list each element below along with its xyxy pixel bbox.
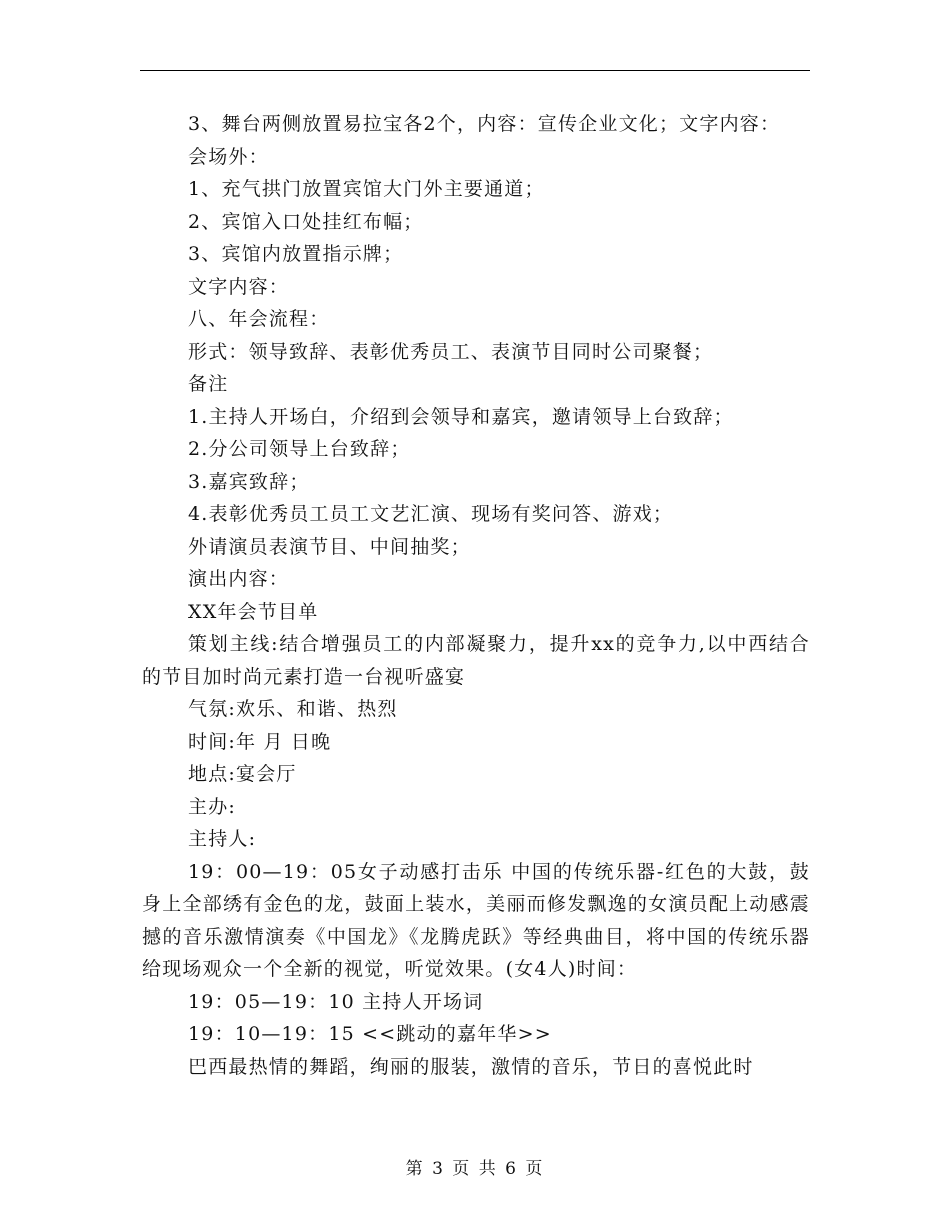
plan-paragraph: 策划主线:结合增强员工的内部凝聚力，提升xx的竞争力,以中西结合的节目加时尚元素打造一台视听盛宴	[142, 633, 810, 688]
section-heading: 八、年会流程：	[188, 308, 330, 330]
text-line: 时间:年 月 日晚	[188, 730, 332, 753]
list-item: 1.主持人开场白，介绍到会领导和嘉宾，邀请领导上台致辞；	[188, 405, 734, 428]
program-title: XX年会节目单	[188, 600, 319, 623]
text-line: 文字内容：	[188, 275, 290, 298]
text-line: 2、宾馆入口处挂红布幅；	[188, 210, 424, 233]
text-line: 演出内容：	[188, 568, 290, 590]
text-line: 主持人:	[188, 828, 257, 850]
text-line: 会场外：	[188, 145, 269, 168]
list-item: 3.嘉宾致辞；	[188, 470, 310, 493]
page-number: 第 3 页 共 6 页	[405, 1159, 545, 1179]
schedule-line: 19：10—19：15 <<跳动的嘉年华>>	[188, 1023, 552, 1045]
text-line: 主办:	[188, 795, 237, 818]
page-footer	[0, 1154, 950, 1179]
text-line: 气氛:欢乐、和谐、热烈	[188, 698, 398, 720]
text-line: 形式：领导致辞、表彰优秀员工、表演节目同时公司聚餐；	[188, 340, 714, 363]
text-line: 巴西最热情的舞蹈，绚丽的服装，激情的音乐，节日的喜悦此时	[188, 1055, 754, 1078]
text-line: 3、舞台两侧放置易拉宝各2个，内容：宣传企业文化；文字内容：	[188, 113, 781, 135]
text-line: 备注	[188, 373, 229, 395]
list-item: 4.表彰优秀员工员工文艺汇演、现场有奖问答、游戏；	[188, 503, 674, 525]
text-line: 1、充气拱门放置宾馆大门外主要通道；	[188, 178, 545, 200]
text-line: 3、宾馆内放置指示牌；	[188, 243, 404, 265]
text-line: 外请演员表演节目、中间抽奖；	[188, 535, 471, 558]
header-rule	[140, 70, 810, 71]
program-paragraph: 19：00—19：05女子动感打击乐 中国的传统乐器-红色的大鼓，鼓身上全部绣有金色的龙，鼓面上装水，美丽而修发飘逸的女演员配上动感震撼的音乐激情演奏《中国龙》《龙腾虎跃》等经典曲目，将中国的传统乐器给现场观众一个全新的视觉，听觉效果。(女4人)时间：	[142, 860, 810, 980]
text-line: 地点:宴会厅	[188, 763, 297, 785]
list-item: 2.分公司领导上台致辞；	[188, 438, 411, 460]
schedule-line: 19：05—19：10 主持人开场词	[188, 990, 484, 1013]
document-body	[142, 108, 810, 1083]
